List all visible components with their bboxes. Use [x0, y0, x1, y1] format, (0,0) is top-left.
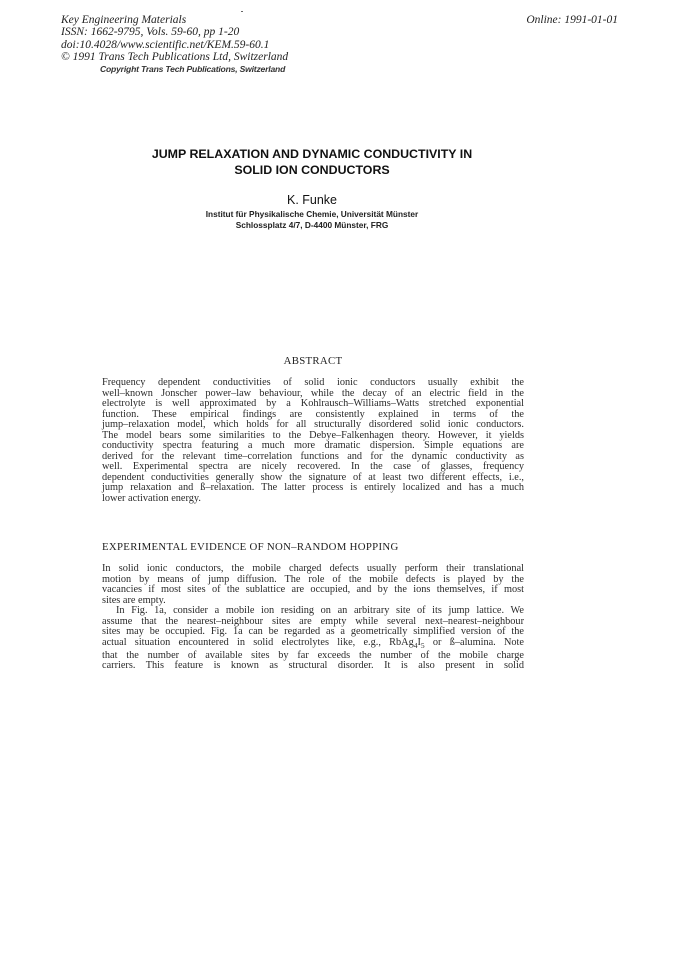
online-date: Online: 1991-01-01 [526, 14, 618, 26]
affiliation-line-2: Schlossplatz 4/7, D-4400 Münster, FRG [235, 219, 389, 230]
abstract-line: conductivity spectra featuring a much more dramatic dispersion. Simple equations are [102, 440, 524, 451]
affiliation [0, 209, 624, 230]
body-line: assume that the nearest–neighbour sites are empty while several next–nearest–neighbour [102, 615, 524, 627]
body-line: vacancies if most sites of the sublattice are occupied, and by the ions themselves, if most [102, 584, 524, 595]
formula-prefix: actual situation encountered in solid electrolytes like, e.g., RbAg [102, 636, 414, 648]
abstract-line: The model bears some similarities to the Debye–Falkenhagen theory. However, it yields [102, 429, 524, 441]
abstract-line: electrolyte is well approximated by a Kohlrausch–Williams–Watts stretched exponential [102, 398, 524, 409]
abstract-line: dependent conductivities generally show the signature of at least two different effects, i.e., [102, 471, 524, 483]
copyright-stamp: Copyright Trans Tech Publications, Switzerland [100, 64, 286, 74]
body-line: that the number of available sites by far exceeds the number of the mobile charge [102, 649, 524, 661]
scan-speck [241, 11, 243, 12]
title-line-2: SOLID ION CONDUCTORS [234, 163, 390, 177]
formula-subscript-1: 4 [413, 640, 418, 650]
title-line-1: JUMP RELAXATION AND DYNAMIC CONDUCTIVITY IN [151, 147, 473, 161]
abstract-line: function. These empirical findings are consistently explained in terms of the [102, 408, 524, 420]
abstract-line: well–known Jonscher power–law behaviour, while the decay of an electric field in the [102, 387, 524, 399]
formula-subscript-2: 5 [420, 640, 425, 650]
abstract-body [102, 378, 524, 504]
section-body [102, 564, 524, 672]
section-heading: EXPERIMENTAL EVIDENCE OF NON–RANDOM HOPPING [102, 541, 399, 553]
abstract-line: lower activation energy. [102, 492, 201, 504]
body-line: In Fig. 1a, consider a mobile ion residing on an arbitrary site of its jump lattice. We [116, 605, 524, 616]
journal-name: Key Engineering Materials [61, 14, 187, 26]
formula-suffix: or ß–alumina. Note [424, 636, 524, 648]
abstract-line: jump relaxation and ß–relaxation. The latter process is entirely localized and has a much [102, 482, 524, 493]
issn-line: ISSN: 1662-9795, Vols. 59-60, pp 1-20 [61, 26, 240, 39]
body-line: sites are empty. [102, 594, 166, 606]
abstract-line: jump–relaxation model, which holds for all structurally disordered solid ionic conductors. [102, 419, 524, 430]
paper-title [0, 146, 624, 178]
journal-header [61, 14, 288, 63]
formula-element: I [417, 636, 421, 648]
body-line: motion by means of jump diffusion. The role of the mobile defects is played by the [102, 573, 524, 585]
formula-line [102, 638, 524, 651]
body-line: carriers. This feature is known as structural disorder. It is also present in solid [102, 660, 524, 671]
abstract-line: well. Experimental spectra are nicely recovered. In the case of glasses, frequency [102, 461, 524, 472]
abstract-line: derived for the relevant time–correlation functions and for the dynamic conductivity as [102, 450, 524, 462]
abstract-heading: ABSTRACT [283, 355, 343, 367]
copyright-line: © 1991 Trans Tech Publications Ltd, Switzerland [61, 50, 289, 63]
abstract-line: Frequency dependent conductivities of solid ionic conductors usually exhibit the [102, 377, 524, 388]
author-name: K. Funke [286, 193, 338, 207]
affiliation-line-1: Institut für Physikalische Chemie, Universität Münster [205, 209, 419, 219]
body-line: In solid ionic conductors, the mobile charged defects usually perform their translational [102, 563, 524, 574]
body-line: sites may be occupied. Fig. 1a can be regarded as a geometrically simplified version of the [102, 626, 524, 637]
doi-line: doi:10.4028/www.scientific.net/KEM.59-60.1 [61, 38, 270, 51]
